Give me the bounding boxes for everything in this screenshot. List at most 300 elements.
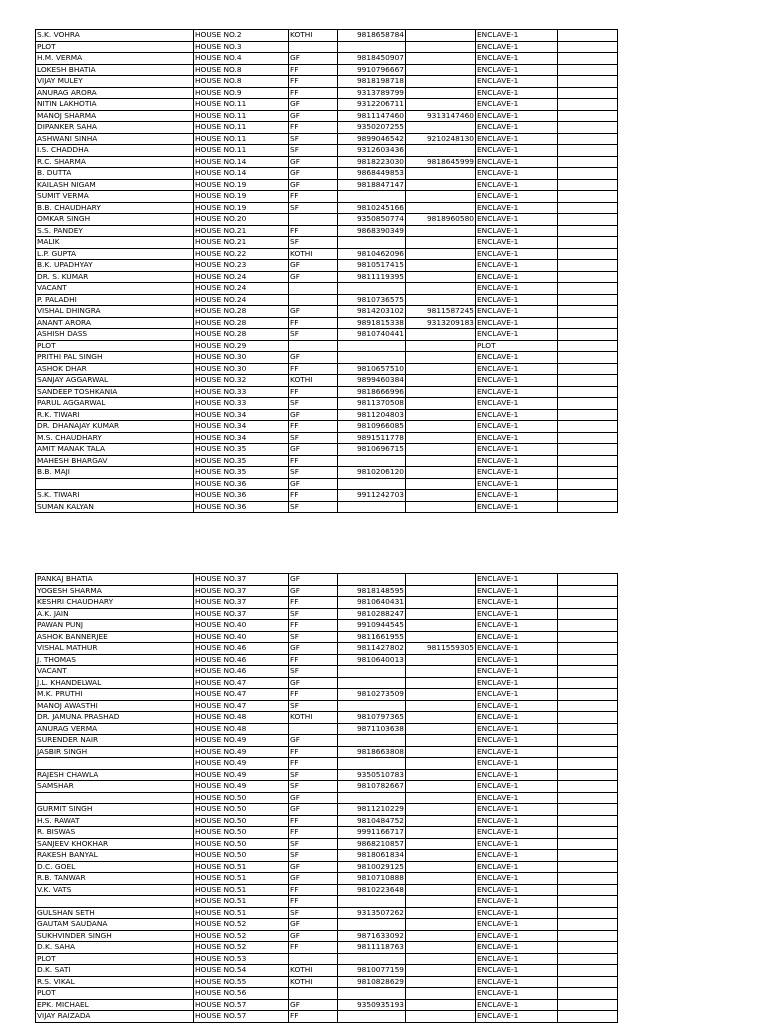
phone-cell: 9818847147 [338,179,406,191]
alt-phone-cell [406,620,476,632]
floor-cell: GF [289,156,338,168]
floor-cell: GF [289,930,338,942]
floor-cell [289,283,338,295]
phone-cell: 9810797365 [338,712,406,724]
house-number-cell: HOUSE NO.36 [194,501,289,513]
resident-name-cell: ANURAG ARORA [36,87,194,99]
house-number-cell: HOUSE NO.47 [194,700,289,712]
alt-phone-cell [406,30,476,42]
blank-cell [558,746,618,758]
enclave-cell: ENCLAVE-1 [476,585,558,597]
phone-cell [338,283,406,295]
floor-cell: GF [289,804,338,816]
alt-phone-cell [406,41,476,53]
alt-phone-cell [406,873,476,885]
enclave-cell: ENCLAVE-1 [476,907,558,919]
alt-phone-cell [406,99,476,111]
floor-cell: GF [289,585,338,597]
blank-cell [558,490,618,502]
floor-cell: FF [289,746,338,758]
alt-phone-cell [406,746,476,758]
phone-cell [338,988,406,1000]
resident-name-cell: I.S. CHADDHA [36,145,194,157]
phone-cell [338,340,406,352]
house-number-cell: HOUSE NO.37 [194,574,289,586]
alt-phone-cell [406,700,476,712]
enclave-cell: ENCLAVE-1 [476,501,558,513]
resident-name-cell: NITIN LAKHOTIA [36,99,194,111]
house-number-cell: HOUSE NO.57 [194,1011,289,1023]
resident-name-cell [36,896,194,908]
alt-phone-cell [406,398,476,410]
house-number-cell: HOUSE NO.19 [194,191,289,203]
alt-phone-cell [406,988,476,1000]
blank-cell [558,248,618,260]
alt-phone-cell [406,597,476,609]
alt-phone-cell [406,758,476,770]
alt-phone-cell [406,976,476,988]
resident-name-cell: J. THOMAS [36,654,194,666]
table-row [36,976,618,988]
phone-cell [338,191,406,203]
floor-cell: SF [289,237,338,249]
alt-phone-cell [406,64,476,76]
table-row [36,53,618,65]
enclave-cell: ENCLAVE-1 [476,156,558,168]
house-number-cell: HOUSE NO.36 [194,490,289,502]
house-number-cell: HOUSE NO.51 [194,873,289,885]
table-row [36,214,618,226]
floor-cell: KOTHI [289,712,338,724]
phone-cell: 9811210229 [338,804,406,816]
enclave-cell: ENCLAVE-1 [476,769,558,781]
house-number-cell: HOUSE NO.30 [194,363,289,375]
enclave-cell: ENCLAVE-1 [476,735,558,747]
enclave-cell: ENCLAVE-1 [476,689,558,701]
blank-cell [558,884,618,896]
table-row [36,1011,618,1023]
blank-cell [558,769,618,781]
phone-cell: 9818658784 [338,30,406,42]
blank-cell [558,444,618,456]
house-number-cell: HOUSE NO.51 [194,884,289,896]
table-row [36,884,618,896]
phone-cell: 9810736575 [338,294,406,306]
floor-cell: GF [289,873,338,885]
table-row [36,375,618,387]
floor-cell: GF [289,861,338,873]
table-row [36,340,618,352]
blank-cell [558,352,618,364]
house-number-cell: HOUSE NO.54 [194,965,289,977]
floor-cell: FF [289,191,338,203]
resident-name-cell: SUKHVINDER SINGH [36,930,194,942]
enclave-cell: ENCLAVE-1 [476,386,558,398]
house-number-cell: HOUSE NO.35 [194,444,289,456]
blank-cell [558,375,618,387]
house-number-cell: HOUSE NO.55 [194,976,289,988]
blank-cell [558,631,618,643]
table-row [36,666,618,678]
resident-name-cell: VIJAY MULEY [36,76,194,88]
table-row [36,896,618,908]
resident-name-cell: PLOT [36,988,194,1000]
blank-cell [558,317,618,329]
resident-name-cell: V.K. VATS [36,884,194,896]
blank-cell [558,237,618,249]
blank-cell [558,689,618,701]
phone-cell: 9810245166 [338,202,406,214]
blank-cell [558,919,618,931]
house-number-cell: HOUSE NO.40 [194,631,289,643]
phone-cell: 9313507262 [338,907,406,919]
enclave-cell: ENCLAVE-1 [476,110,558,122]
phone-cell: 9810517415 [338,260,406,272]
floor-cell: KOTHI [289,30,338,42]
alt-phone-cell [406,574,476,586]
house-number-cell: HOUSE NO.34 [194,421,289,433]
resident-name-cell: PLOT [36,340,194,352]
blank-cell [558,712,618,724]
blank-cell [558,168,618,180]
alt-phone-cell [406,792,476,804]
enclave-cell: ENCLAVE-1 [476,827,558,839]
table-row [36,306,618,318]
resident-name-cell: SANDEEP TOSHKANIA [36,386,194,398]
table-row [36,965,618,977]
house-number-cell: HOUSE NO.47 [194,689,289,701]
enclave-cell: ENCLAVE-1 [476,352,558,364]
table-row [36,478,618,490]
table-row [36,792,618,804]
phone-cell [338,237,406,249]
blank-cell [558,53,618,65]
enclave-cell: ENCLAVE-1 [476,850,558,862]
table-row [36,723,618,735]
enclave-cell: ENCLAVE-1 [476,455,558,467]
blank-cell [558,758,618,770]
floor-cell: FF [289,490,338,502]
house-number-cell: HOUSE NO.19 [194,179,289,191]
table-row [36,64,618,76]
house-number-cell: HOUSE NO.48 [194,723,289,735]
floor-cell: SF [289,432,338,444]
house-number-cell: HOUSE NO.52 [194,930,289,942]
floor-cell: FF [289,884,338,896]
blank-cell [558,409,618,421]
floor-cell: FF [289,225,338,237]
floor-cell: SF [289,329,338,341]
phone-cell: 9991166717 [338,827,406,839]
blank-cell [558,838,618,850]
phone-cell: 9818223030 [338,156,406,168]
phone-cell: 9810640431 [338,597,406,609]
enclave-cell: ENCLAVE-1 [476,896,558,908]
phone-cell: 9811427802 [338,643,406,655]
floor-cell: FF [289,363,338,375]
resident-name-cell: PARUL AGGARWAL [36,398,194,410]
resident-name-cell: VISHAL MATHUR [36,643,194,655]
alt-phone-cell [406,455,476,467]
house-number-cell: HOUSE NO.40 [194,620,289,632]
resident-name-cell: M.K. PRUTHI [36,689,194,701]
table-row [36,317,618,329]
alt-phone-cell [406,432,476,444]
blank-cell [558,179,618,191]
floor-cell: SF [289,133,338,145]
table-row [36,746,618,758]
house-number-cell: HOUSE NO.51 [194,907,289,919]
alt-phone-cell [406,723,476,735]
resident-name-cell: ASHOK DHAR [36,363,194,375]
floor-cell: SF [289,700,338,712]
enclave-cell: ENCLAVE-1 [476,202,558,214]
alt-phone-cell [406,191,476,203]
blank-cell [558,294,618,306]
resident-name-cell: SUMIT VERMA [36,191,194,203]
floor-cell: SF [289,781,338,793]
alt-phone-cell [406,202,476,214]
enclave-cell: ENCLAVE-1 [476,1011,558,1023]
enclave-cell: ENCLAVE-1 [476,87,558,99]
blank-cell [558,30,618,42]
house-number-cell: HOUSE NO.49 [194,769,289,781]
resident-name-cell: OMKAR SINGH [36,214,194,226]
alt-phone-cell: 9818960580 [406,214,476,226]
resident-name-cell: D.K. SATI [36,965,194,977]
house-number-cell: HOUSE NO.37 [194,608,289,620]
resident-name-cell: H.M. VERMA [36,53,194,65]
alt-phone-cell [406,666,476,678]
alt-phone-cell: 9210248130 [406,133,476,145]
table-row [36,700,618,712]
house-number-cell: HOUSE NO.34 [194,409,289,421]
enclave-cell: ENCLAVE-1 [476,976,558,988]
alt-phone-cell [406,919,476,931]
house-number-cell: HOUSE NO.53 [194,953,289,965]
resident-name-cell: SAMSHAR [36,781,194,793]
enclave-cell: ENCLAVE-1 [476,677,558,689]
phone-cell: 9818450907 [338,53,406,65]
floor-cell: FF [289,317,338,329]
floor-cell: KOTHI [289,976,338,988]
resident-name-cell [36,792,194,804]
table-row [36,643,618,655]
enclave-cell: ENCLAVE-1 [476,873,558,885]
table-row [36,133,618,145]
phone-cell: 9810782667 [338,781,406,793]
phone-cell: 9810657510 [338,363,406,375]
blank-cell [558,723,618,735]
resident-name-cell: DIPANKER SAHA [36,122,194,134]
blank-cell [558,700,618,712]
blank-cell [558,999,618,1011]
floor-cell: GF [289,643,338,655]
table-row [36,409,618,421]
alt-phone-cell [406,53,476,65]
enclave-cell: ENCLAVE-1 [476,815,558,827]
floor-cell: SF [289,666,338,678]
resident-name-cell: DR. JAMUNA PRASHAD [36,712,194,724]
table-row [36,574,618,586]
resident-name-cell: ASHISH DASS [36,329,194,341]
house-number-cell: HOUSE NO.11 [194,110,289,122]
resident-name-cell: PLOT [36,953,194,965]
table-row [36,654,618,666]
alt-phone-cell [406,260,476,272]
floor-cell: KOTHI [289,965,338,977]
phone-cell: 9818148595 [338,585,406,597]
phone-cell [338,1011,406,1023]
alt-phone-cell [406,804,476,816]
enclave-cell: ENCLAVE-1 [476,792,558,804]
enclave-cell: ENCLAVE-1 [476,329,558,341]
table-row [36,76,618,88]
blank-cell [558,988,618,1000]
phone-cell: 9810484752 [338,815,406,827]
enclave-cell: ENCLAVE-1 [476,758,558,770]
resident-name-cell: GAUTAM SAUDANA [36,919,194,931]
house-number-cell: HOUSE NO.22 [194,248,289,260]
house-number-cell: HOUSE NO.56 [194,988,289,1000]
floor-cell: SF [289,398,338,410]
floor-cell: FF [289,76,338,88]
phone-cell [338,896,406,908]
alt-phone-cell [406,122,476,134]
alt-phone-cell [406,145,476,157]
table-row [36,145,618,157]
enclave-cell: ENCLAVE-1 [476,999,558,1011]
resident-name-cell: MANOJ SHARMA [36,110,194,122]
enclave-cell: ENCLAVE-1 [476,930,558,942]
blank-cell [558,64,618,76]
resident-name-cell: VACANT [36,666,194,678]
blank-cell [558,432,618,444]
enclave-cell: ENCLAVE-1 [476,237,558,249]
alt-phone-cell [406,815,476,827]
house-number-cell: HOUSE NO.32 [194,375,289,387]
table-row [36,122,618,134]
house-number-cell: HOUSE NO.11 [194,133,289,145]
resident-name-cell: EPK. MICHAEL [36,999,194,1011]
floor-cell [289,294,338,306]
alt-phone-cell [406,283,476,295]
alt-phone-cell: 9818645999 [406,156,476,168]
blank-cell [558,271,618,283]
blank-cell [558,76,618,88]
house-number-cell: HOUSE NO.50 [194,815,289,827]
resident-name-cell: ANURAG VERMA [36,723,194,735]
blank-cell [558,896,618,908]
resident-name-cell: PANKAJ BHATIA [36,574,194,586]
alt-phone-cell [406,712,476,724]
phone-cell: 9810462096 [338,248,406,260]
blank-cell [558,643,618,655]
resident-name-cell: KAILASH NIGAM [36,179,194,191]
table-row [36,421,618,433]
floor-cell: GF [289,53,338,65]
enclave-cell: ENCLAVE-1 [476,41,558,53]
resident-name-cell: MAHESH BHARGAV [36,455,194,467]
floor-cell: FF [289,620,338,632]
alt-phone-cell: 9313209183 [406,317,476,329]
house-number-cell: HOUSE NO.48 [194,712,289,724]
resident-name-cell: P. PALADHI [36,294,194,306]
alt-phone-cell: 9313147460 [406,110,476,122]
blank-cell [558,145,618,157]
enclave-cell: ENCLAVE-1 [476,179,558,191]
table-row [36,758,618,770]
floor-cell: GF [289,444,338,456]
phone-cell: 9811204803 [338,409,406,421]
house-number-cell: HOUSE NO.57 [194,999,289,1011]
house-number-cell: HOUSE NO.8 [194,64,289,76]
resident-name-cell: B.B. CHAUDHARY [36,202,194,214]
blank-cell [558,735,618,747]
phone-cell: 9312206711 [338,99,406,111]
resident-name-cell: MANOJ AWASTHI [36,700,194,712]
resident-name-cell: R.B. TANWAR [36,873,194,885]
resident-name-cell: MALIK [36,237,194,249]
enclave-cell: ENCLAVE-1 [476,861,558,873]
blank-cell [558,467,618,479]
resident-name-cell: DR. DHANAJAY KUMAR [36,421,194,433]
phone-cell [338,478,406,490]
phone-cell: 9313789799 [338,87,406,99]
resident-name-cell: R.S. VIKAL [36,976,194,988]
resident-name-cell: L.P. GUPTA [36,248,194,260]
floor-cell: FF [289,455,338,467]
enclave-cell: ENCLAVE-1 [476,746,558,758]
alt-phone-cell [406,930,476,942]
phone-cell: 9811661955 [338,631,406,643]
table-row [36,873,618,885]
enclave-cell: ENCLAVE-1 [476,30,558,42]
house-number-cell: HOUSE NO.35 [194,455,289,467]
enclave-cell: ENCLAVE-1 [476,631,558,643]
table-row [36,191,618,203]
resident-name-cell: YOGESH SHARMA [36,585,194,597]
alt-phone-cell [406,444,476,456]
enclave-cell: ENCLAVE-1 [476,666,558,678]
house-number-cell: HOUSE NO.50 [194,792,289,804]
house-number-cell: HOUSE NO.46 [194,654,289,666]
alt-phone-cell [406,490,476,502]
alt-phone-cell [406,769,476,781]
house-number-cell: HOUSE NO.29 [194,340,289,352]
enclave-cell: ENCLAVE-1 [476,260,558,272]
alt-phone-cell [406,87,476,99]
house-number-cell: HOUSE NO.20 [194,214,289,226]
blank-cell [558,585,618,597]
floor-cell: GF [289,409,338,421]
floor-cell: SF [289,769,338,781]
floor-cell: FF [289,421,338,433]
floor-cell: FF [289,1011,338,1023]
blank-cell [558,501,618,513]
table-row [36,168,618,180]
table-row [36,490,618,502]
resident-name-cell: LOKESH BHATIA [36,64,194,76]
resident-name-cell: H.S. RAWAT [36,815,194,827]
phone-cell [338,758,406,770]
alt-phone-cell [406,781,476,793]
floor-cell: FF [289,654,338,666]
alt-phone-cell [406,76,476,88]
blank-cell [558,597,618,609]
alt-phone-cell [406,1011,476,1023]
phone-cell [338,919,406,931]
